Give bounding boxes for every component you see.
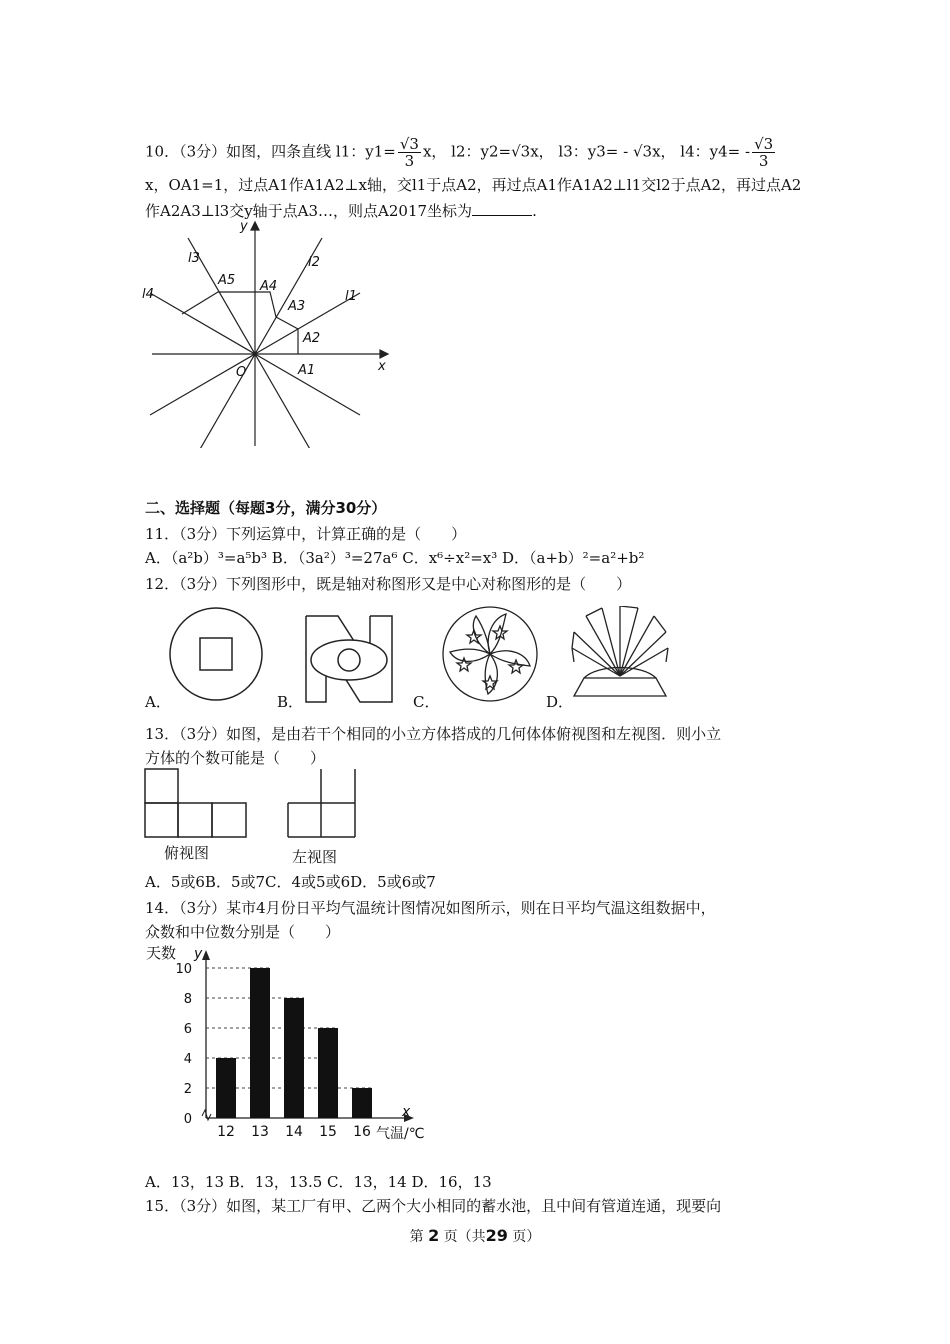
q14-options: A．13，13 B．13，13.5 C．13，14 D．16，13 [145, 1173, 492, 1191]
y-tick-label: 4 [183, 1052, 192, 1067]
q10-l1: 1：y1= [340, 142, 396, 161]
y-tick-label: 6 [183, 1022, 192, 1037]
q13-left-view [287, 768, 359, 840]
answer-blank[interactable] [472, 201, 532, 216]
q12-label-d: D． [546, 693, 574, 711]
label-A2: A2 [303, 331, 321, 346]
x-tick-label: 13 [251, 1124, 269, 1140]
q10-line3: 作A2A3⊥l3交y轴于点A3…，则点A2017坐标为 . [145, 202, 537, 220]
label-O: O [236, 365, 247, 380]
q12-figure-c [440, 604, 540, 704]
q10-line2: x，OA1=1，过点A1作A1A2⊥x轴，交l1于点A2，再过点A1作A1A2⊥l1交l2于点A2，再过点A2 [145, 176, 802, 194]
q12-label-a: A． [145, 693, 171, 711]
bar [318, 1028, 338, 1118]
q12-figure-b [304, 614, 394, 706]
page-total: 29 [485, 1226, 508, 1245]
x-tick-label: 15 [319, 1124, 337, 1140]
label-A5: A5 [218, 273, 236, 288]
label-x: x [378, 359, 386, 374]
q10-l1-tail: x， l2：y2=√3x， l3：y3= - √3x， l4：y4= - [422, 142, 751, 161]
bar [352, 1088, 372, 1118]
bar [284, 998, 304, 1118]
bar [250, 968, 270, 1118]
q13-options: A．5或6B．5或7C．4或5或6D．5或6或7 [145, 873, 436, 891]
q10-frac2: $\frac{√3}{3}$ [754, 135, 774, 170]
q15-stem: 15．（3分）如图，某工厂有甲、乙两个大小相同的蓄水池，且中间有管道连通，现要向 [145, 1197, 722, 1215]
q14-stem2: 众数和中位数分别是（ ） [145, 923, 341, 941]
x-axis-title: 气温/℃ [376, 1126, 425, 1142]
y-arrow [251, 222, 259, 230]
y-tick-label: 10 [175, 962, 192, 977]
q13-top-view [144, 768, 250, 840]
q11-options: A．（a²b）³=a⁵b³ B．（3a²）³=27a⁶ C．x⁶÷x²=x³ D．（a+b）²=a²+b² [145, 549, 645, 567]
q10-frac1: $\frac{√3}{3}$ [399, 135, 419, 170]
q13-top-view-label: 俯视图 [164, 844, 210, 862]
bar [216, 1058, 236, 1118]
q12-label-b: B． [277, 693, 304, 711]
x-tick-label: 16 [353, 1124, 371, 1140]
label-l2: l2 [308, 255, 320, 270]
y-tick-label: 8 [183, 992, 192, 1007]
q14-bar-chart [140, 940, 450, 1144]
label-l4: l4 [142, 287, 154, 302]
y-axis-letter: y [194, 946, 203, 962]
label-l3: l3 [188, 251, 200, 266]
label-l1: l1 [345, 289, 357, 304]
y-tick-label: 0 [183, 1112, 192, 1127]
x-axis-letter: x [402, 1104, 411, 1120]
section-title: 二、选择题（每题3分，满分30分） [145, 499, 387, 517]
y-axis-title: 天数 [146, 944, 177, 962]
q12-stem: 12．（3分）下列图形中，既是轴对称图形又是中心对称图形的是（ ） [145, 575, 632, 593]
label-A3: A3 [288, 299, 306, 314]
x-tick-label: 12 [217, 1124, 235, 1140]
x-arrow [380, 350, 388, 358]
label-y: y [240, 219, 248, 234]
label-A1: A1 [298, 363, 316, 378]
q10-figure [140, 218, 400, 448]
q12-figure-d [568, 606, 672, 700]
q13-left-view-label: 左视图 [292, 848, 338, 866]
q12-label-c: C． [413, 693, 440, 711]
y-axis-arrow [202, 950, 210, 960]
q14-stem1: 14．（3分）某市4月份日平均气温统计图情况如图所示，则在日平均气温这组数据中， [145, 899, 716, 917]
x-tick-label: 14 [285, 1124, 303, 1140]
page-footer: 第 2 页（共29 页） [409, 1226, 541, 1245]
q11-stem: 11．（3分）下列运算中，计算正确的是（ ） [145, 525, 467, 543]
q10-line1 [145, 136, 777, 169]
q12-figure-a [168, 604, 268, 704]
y-tick-label: 2 [183, 1082, 192, 1097]
page-number: 2 [428, 1226, 440, 1245]
q13-stem2: 方体的个数可能是（ ） [145, 749, 326, 767]
label-A4: A4 [260, 279, 278, 294]
q10-prefix: 10．（3分）如图，四条直线 l [145, 142, 341, 161]
q13-stem1: 13．（3分）如图，是由若干个相同的小立方体搭成的几何体体俯视图和左视图．则小立 [145, 725, 722, 743]
